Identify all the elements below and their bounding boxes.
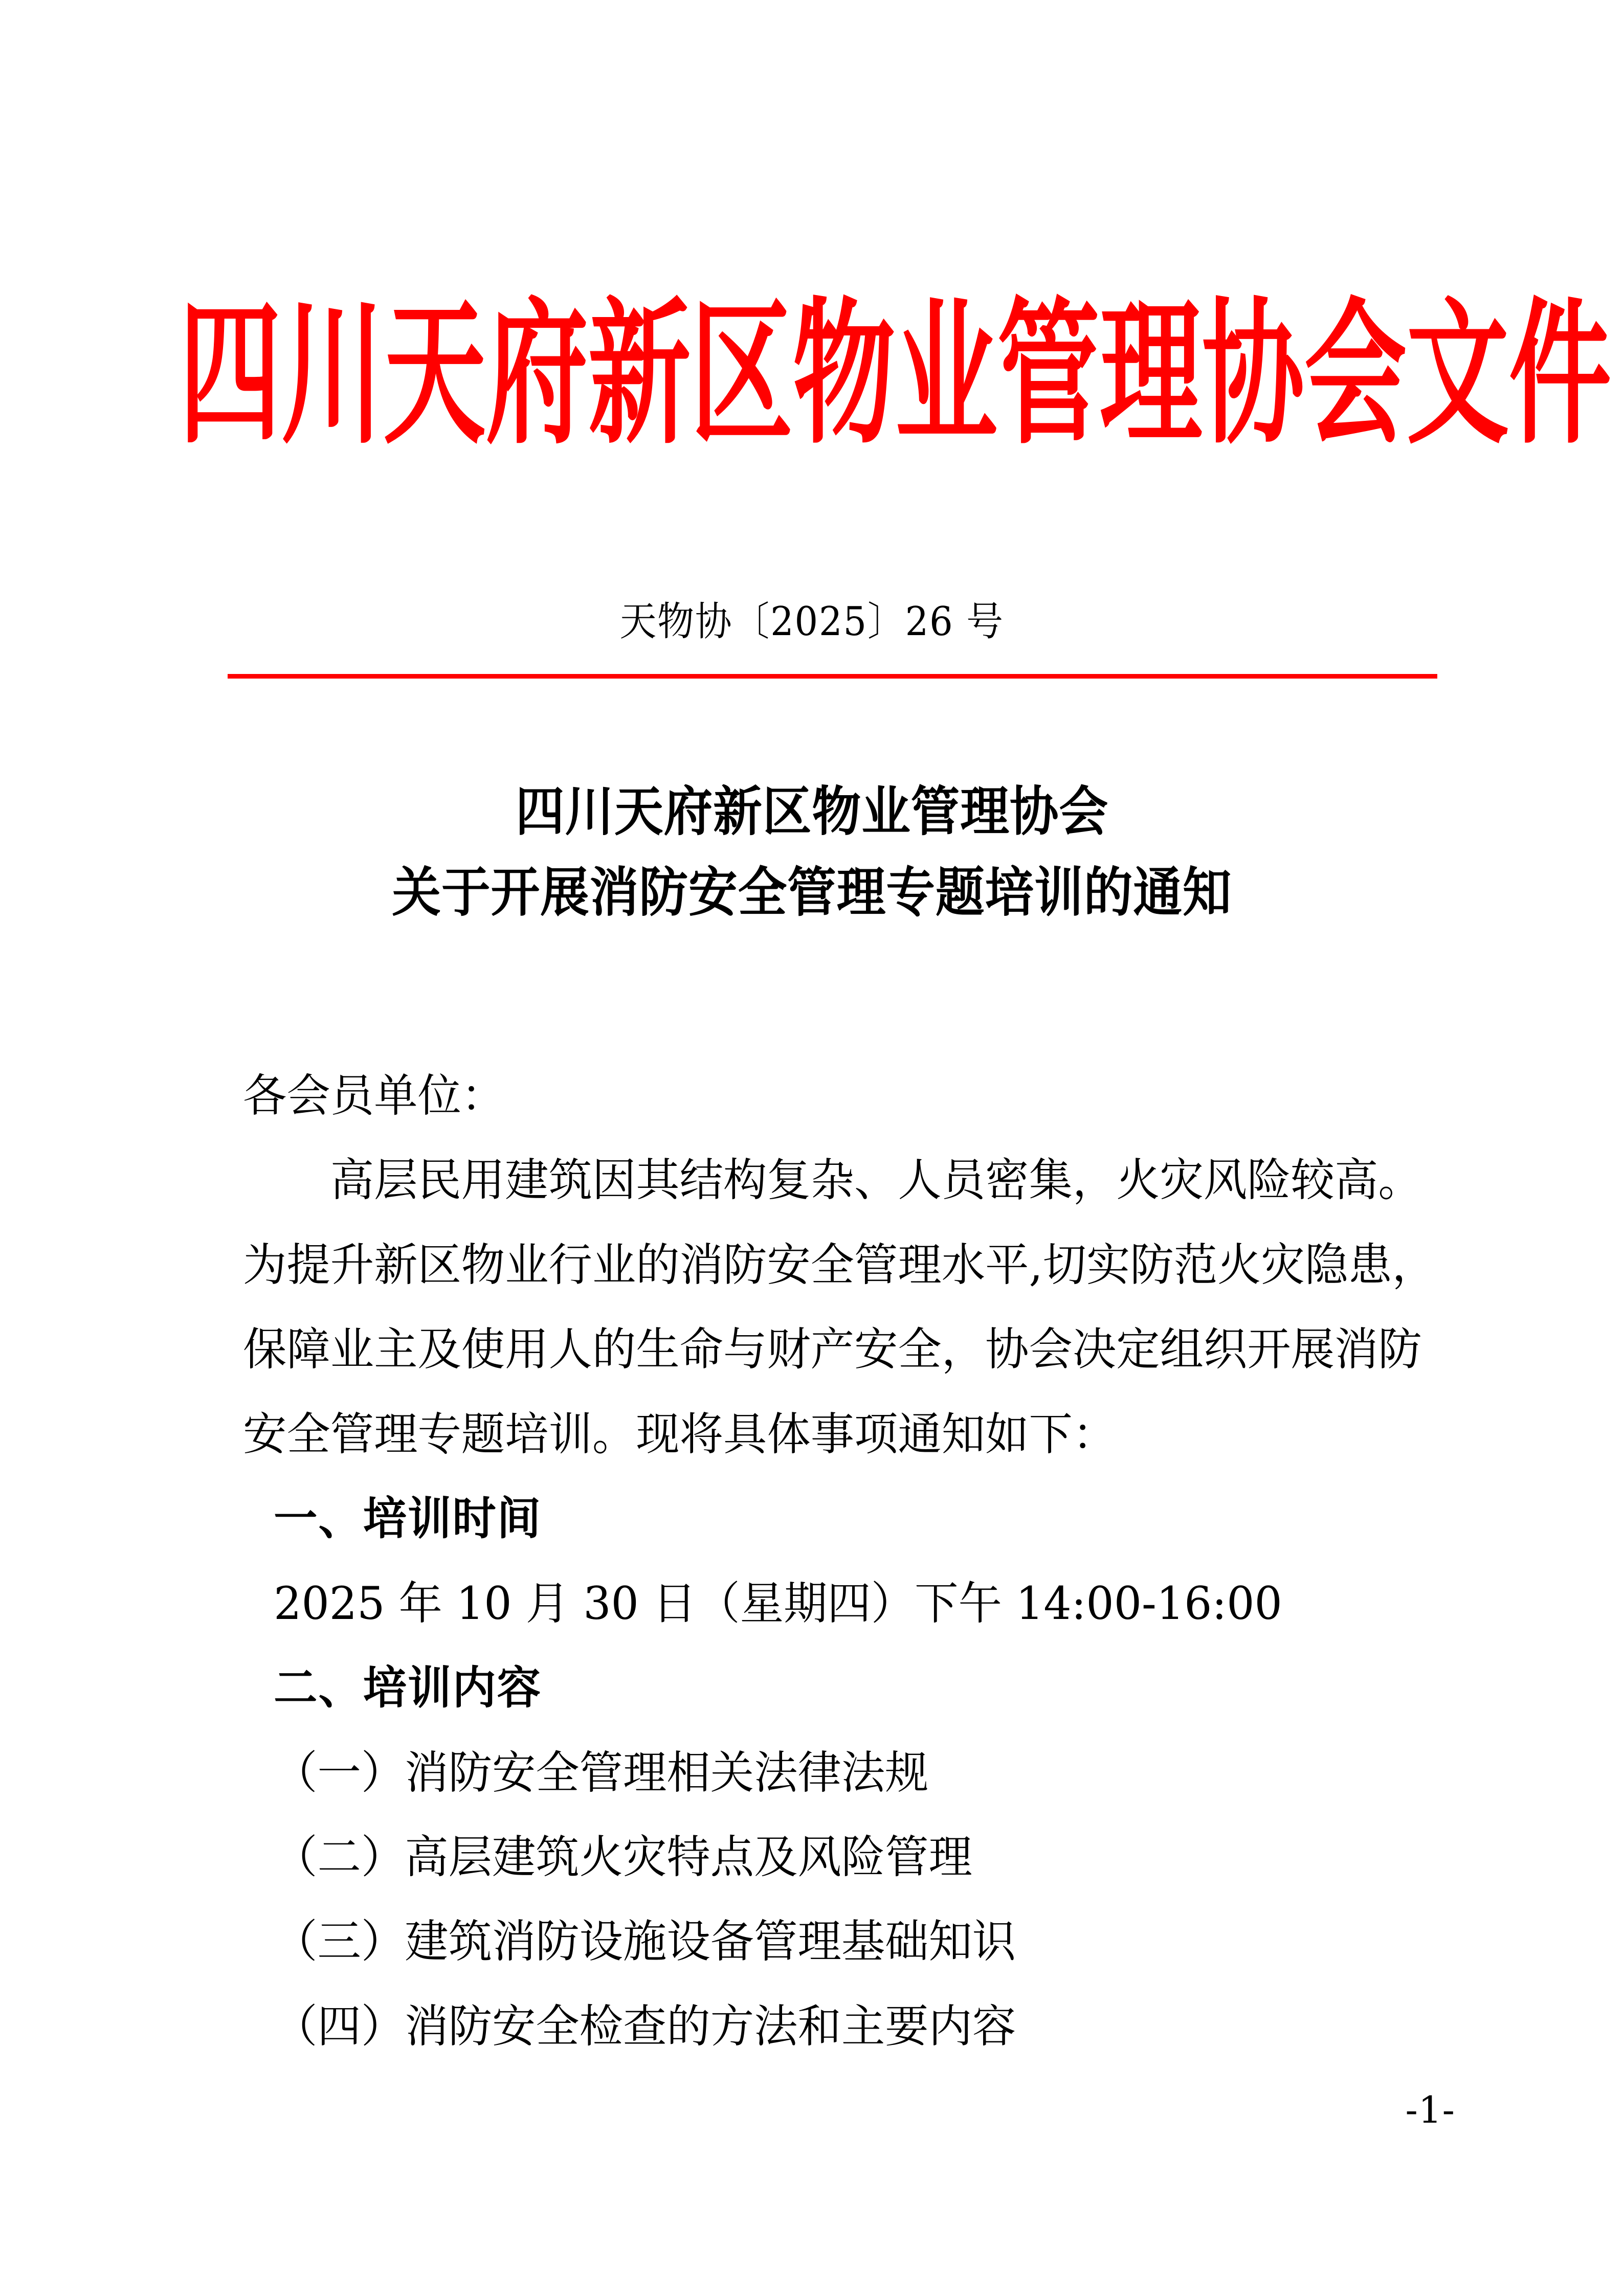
masthead-title: 四川天府新区物业管理协会文件 xyxy=(179,281,1611,465)
page-number: -1- xyxy=(1405,2088,1455,2131)
salutation: 各会员单位： xyxy=(243,1069,505,1122)
training-content-item: （四）消防安全检查的方法和主要内容 xyxy=(274,1999,1016,2053)
red-divider-rule xyxy=(228,674,1437,679)
title-line-organization: 四川天府新区物业管理协会 xyxy=(515,780,1109,843)
title-line-subject: 关于开展消防安全管理专题培训的通知 xyxy=(392,861,1232,924)
training-content-item: （一）消防安全管理相关法律法规 xyxy=(274,1746,929,1799)
document-number: 天物协〔2025〕26 号 xyxy=(619,599,1005,645)
body-paragraph-line: 为提升新区物业行业的消防安全管理水平,切实防范火灾隐患， xyxy=(243,1238,1436,1291)
section-heading-training-content: 二、培训内容 xyxy=(274,1661,542,1715)
body-paragraph-line: 保障业主及使用人的生命与财产安全，协会决定组织开展消防 xyxy=(243,1323,1422,1376)
training-content-item: （二）高层建筑火灾特点及风险管理 xyxy=(274,1830,972,1883)
body-area xyxy=(243,1053,1436,2068)
masthead xyxy=(0,281,1624,465)
section-heading-training-time: 一、培训时间 xyxy=(274,1492,542,1545)
document-number-row xyxy=(0,597,1624,647)
body-paragraph-line: 安全管理专题培训。现将具体事项通知如下： xyxy=(243,1407,1117,1460)
training-time-value: 2025 年 10 月 30 日（星期四）下午 14:00-16:00 xyxy=(274,1577,1282,1630)
training-content-item: （三）建筑消防设施设备管理基础知识 xyxy=(274,1915,1016,1968)
body-paragraph-line: 高层民用建筑因其结构复杂、人员密集，火灾风险较高。 xyxy=(330,1154,1422,1207)
title-block xyxy=(0,771,1624,933)
